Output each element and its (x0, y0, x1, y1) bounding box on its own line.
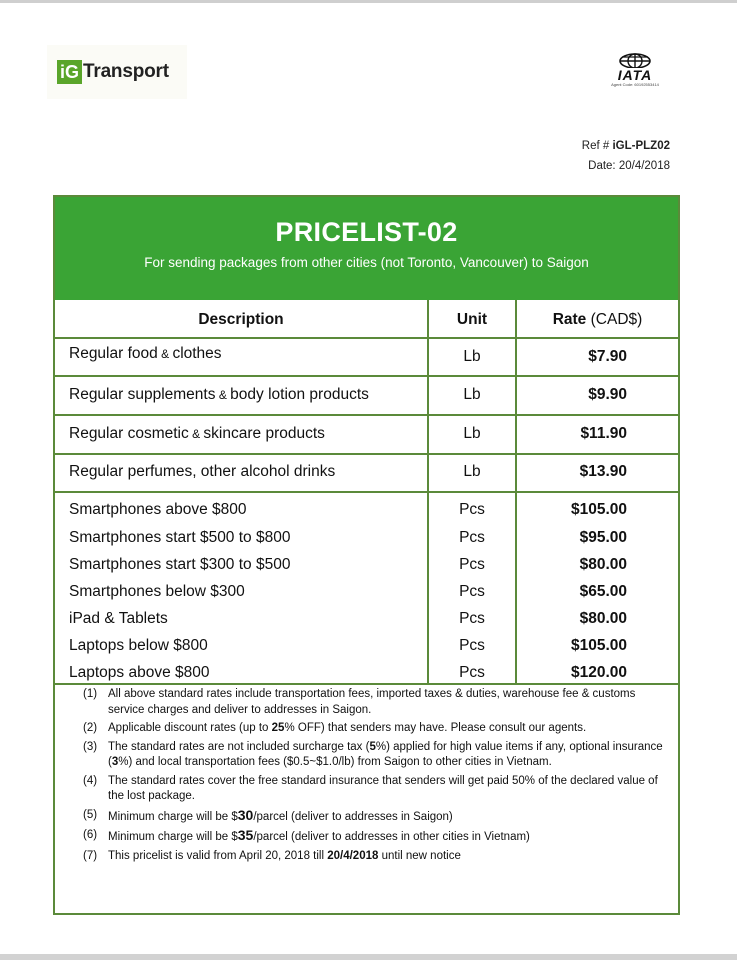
iata-wordmark: IATA (617, 67, 653, 83)
row-unit: Pcs (459, 610, 485, 627)
rate-currency: (CAD$) (586, 311, 643, 328)
note-text (108, 721, 673, 737)
note-number: (1) (83, 688, 98, 700)
ref-label: Ref # (581, 140, 613, 152)
column-header-rate (517, 311, 678, 329)
logo-transport: Transport (83, 61, 169, 82)
note-text (108, 849, 673, 865)
note-item (83, 687, 673, 718)
logo-ig: iG (57, 60, 82, 84)
note-part: % OFF) that senders may have. Please consult our agents. (284, 722, 587, 734)
iata-agent-code: Agent Code: 60192553414 (611, 82, 659, 87)
desc-text: Regular cosmetic (69, 425, 189, 442)
note-emphasis: 35 (237, 827, 254, 843)
rate-label: Rate (552, 311, 587, 328)
pricelist-card (53, 195, 680, 915)
row-description: Laptops above $800 (69, 664, 210, 681)
row-unit: Lb (463, 463, 481, 480)
note-part: %) applied for high value items if any, optional insurance ( (108, 740, 663, 768)
pricelist-header (55, 197, 678, 300)
note-item (83, 849, 673, 865)
row-rate: $95.00 (579, 529, 627, 546)
row-unit: Pcs (459, 501, 485, 518)
row-rate: $105.00 (570, 501, 627, 518)
row-unit: Pcs (459, 583, 485, 600)
note-number: (3) (83, 740, 98, 753)
desc-amp: & (215, 388, 231, 402)
reference-block (582, 136, 670, 176)
row-description: Smartphones above $800 (69, 501, 247, 518)
row-description: iPad & Tablets (69, 610, 168, 627)
row-divider (55, 375, 678, 377)
note-part: This pricelist is valid from April 20, 2018 till (108, 849, 328, 862)
note-number: (4) (83, 774, 98, 787)
column-header-description: Description (198, 311, 284, 328)
row-rate: $80.00 (579, 610, 627, 627)
desc-text: Regular supplements (69, 386, 216, 403)
row-unit: Lb (463, 425, 481, 442)
note-number: (2) (83, 722, 98, 734)
row-divider (55, 453, 678, 455)
row-description (69, 425, 325, 443)
pricelist-subtitle: For sending packages from other cities (not Toronto, Vancouver) to Saigon (144, 255, 589, 270)
note-emphasis: 5 (369, 740, 376, 753)
row-rate: $105.00 (570, 637, 627, 654)
note-item (83, 828, 673, 846)
note-part: until new notice (378, 849, 461, 862)
note-item (83, 721, 673, 737)
igtransport-logo (57, 60, 169, 84)
note-item (83, 774, 673, 805)
note-text (108, 740, 673, 771)
row-rate: $13.90 (579, 463, 627, 480)
iata-logo (600, 52, 670, 87)
row-divider (55, 683, 678, 685)
column-header-unit: Unit (456, 311, 488, 328)
note-part: Minimum charge will be $ (108, 831, 238, 843)
note-number: (5) (83, 808, 98, 821)
row-description: Regular perfumes, other alcohol drinks (69, 463, 336, 480)
note-item (83, 808, 673, 826)
desc-text: clothes (172, 345, 222, 362)
note-text (108, 828, 673, 846)
note-number: (7) (83, 849, 98, 862)
globe-icon (618, 52, 652, 68)
row-unit: Pcs (459, 664, 485, 681)
pricelist-title: PRICELIST-02 (275, 217, 458, 247)
note-text (108, 808, 673, 826)
notes-list (83, 687, 673, 867)
note-item (83, 740, 673, 771)
row-unit: Lb (463, 348, 481, 365)
row-unit: Pcs (459, 556, 485, 573)
row-rate: $120.00 (570, 664, 627, 681)
ref-line (582, 136, 670, 156)
desc-text: Regular food (69, 345, 158, 362)
row-description (69, 345, 222, 363)
row-rate: $9.90 (588, 386, 627, 403)
page-top-edge (0, 0, 737, 3)
row-description: Smartphones start $500 to $800 (69, 529, 291, 546)
note-part: /parcel (deliver to addresses in other cities in Vietnam) (253, 831, 530, 843)
row-unit: Lb (463, 386, 481, 403)
row-description (69, 386, 369, 404)
row-rate: $7.90 (588, 348, 627, 365)
note-part: /parcel (deliver to addresses in Saigon) (253, 810, 453, 823)
note-text: The standard rates cover the free standard insurance that senders will get paid 50% of the declared value of the lost package. (108, 774, 658, 802)
note-number: (6) (83, 829, 98, 841)
note-emphasis: 3 (111, 756, 119, 768)
date-label: Date: (588, 160, 619, 172)
row-description: Laptops below $800 (69, 637, 208, 654)
desc-text: skincare products (203, 425, 325, 442)
row-divider (55, 491, 678, 493)
row-divider (55, 414, 678, 416)
row-rate: $80.00 (579, 556, 627, 573)
ref-value: iGL-PLZ02 (612, 140, 670, 152)
row-rate: $65.00 (579, 583, 627, 600)
date-line (582, 156, 670, 176)
desc-amp: & (188, 427, 204, 441)
note-part: %) and local transportation fees ($0.5~$1.0/lb) from Saigon to other cities in Vietnam. (118, 756, 552, 768)
row-divider (55, 337, 678, 339)
price-table (55, 300, 678, 683)
row-unit: Pcs (459, 529, 485, 546)
date-value: 20/4/2018 (618, 160, 670, 172)
note-part: Minimum charge will be $ (108, 810, 238, 823)
note-emphasis: 20/4/2018 (327, 849, 379, 862)
note-emphasis: 25 (271, 722, 285, 734)
note-emphasis: 30 (237, 806, 254, 823)
desc-text: body lotion products (230, 386, 369, 403)
row-description: Smartphones start $300 to $500 (69, 556, 291, 573)
page-bottom-edge (0, 954, 737, 960)
row-unit: Pcs (459, 637, 485, 654)
note-part: The standard rates are not included surcharge tax ( (108, 740, 370, 753)
note-part: Applicable discount rates (up to (108, 722, 272, 734)
row-description: Smartphones below $300 (69, 583, 245, 600)
note-text: All above standard rates include transportation fees, imported taxes & duties, warehouse fee & customs service charges and deliver to addresses in Saigon. (108, 688, 636, 716)
row-rate: $11.90 (580, 425, 627, 442)
desc-amp: & (157, 347, 173, 361)
